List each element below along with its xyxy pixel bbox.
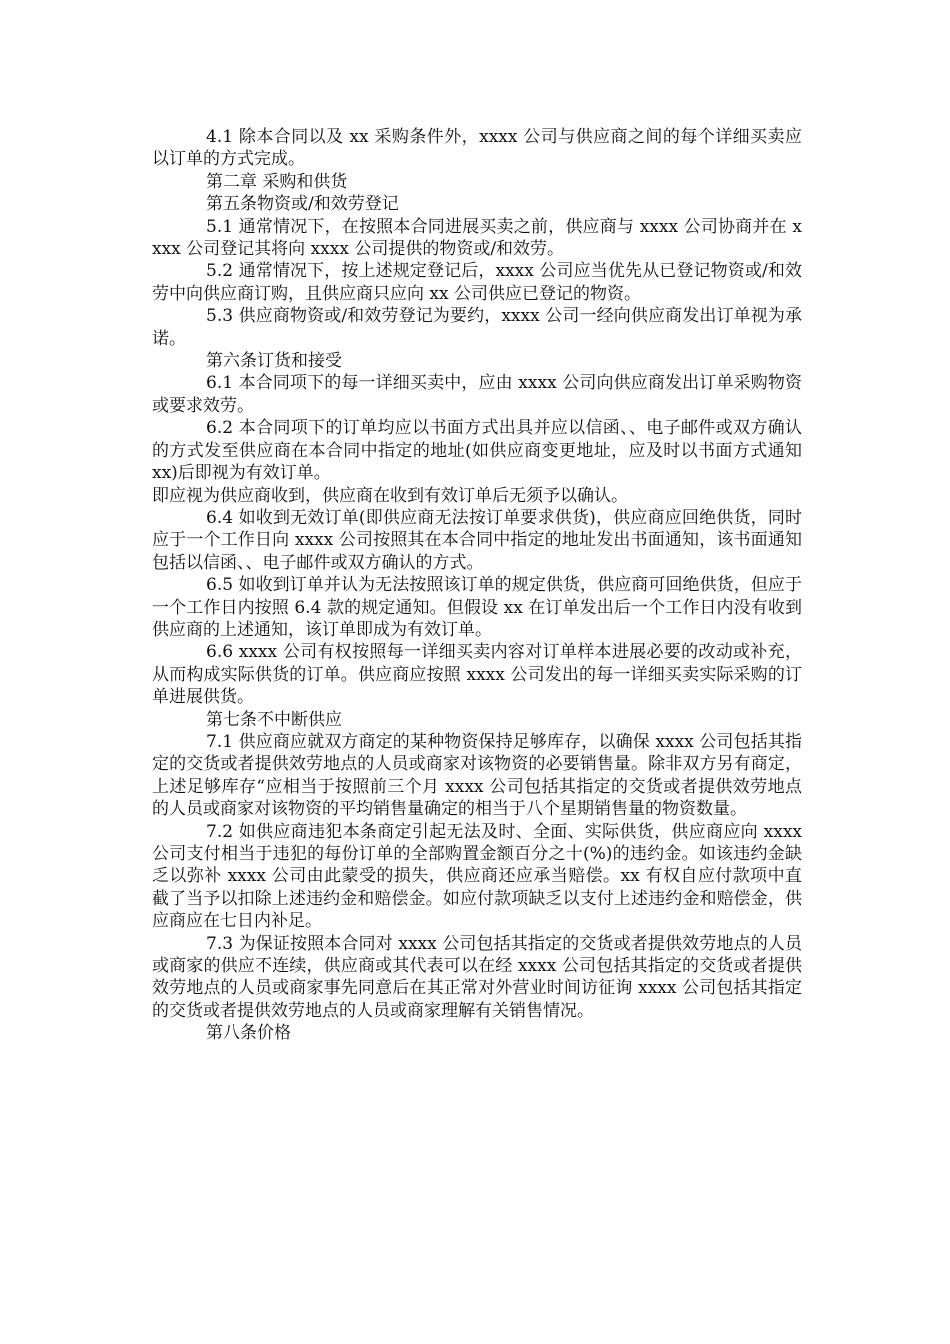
paragraph-5-2: 5.2 通常情况下，按上述规定登记后，xxxx 公司应当优先从已登记物资或/和效劳中向供应商订购，且供应商只应向 xx 公司供应已登记的物资。	[152, 261, 802, 304]
paragraph-4-1: 4.1 除本合同以及 xx 采购条件外，xxxx 公司与供应商之间的每个详细买卖应以订单的方式完成。	[152, 127, 802, 170]
document-body	[152, 126, 802, 1045]
paragraph-continuation: 即应视为供应商收到，供应商在收到有效订单后无须予以确认。	[152, 485, 628, 506]
paragraph-7-3: 7.3 为保证按照本合同对 xxxx 公司包括其指定的交货或者提供效劳地点的人员或商家的供应不连续，供应商或其代表可以在经 xxxx 公司包括其指定的交货或者提供效劳地点的人员或商家事先同意后在其正常对外营业时间访征询 xxxx 公司包括其指定的交货或者提供效劳地点的人员或商家理解有关销售情况。	[152, 933, 802, 1021]
article-heading-7: 第七条不中断供应	[206, 709, 342, 730]
paragraph-6-2: 6.2 本合同项下的订单均应以书面方式出具并应以信函、、电子邮件或双方确认的方式发至供应商在本合同中指定的地址(如供应商变更地址，应及时以书面方式通知 xx)后即视为有效订单。	[152, 418, 802, 484]
article-heading-6: 第六条订货和接受	[206, 351, 342, 372]
paragraph-7-1: 7.1 供应商应就双方商定的某种物资保持足够库存，以确保 xxxx 公司包括其指定的交货或者提供效劳地点的人员或商家对该物资的必要销售量。除非双方另有商定，上述足够库存“应相当于按照前三个月 xxxx 公司包括其指定的交货或者提供效劳地点的人员或商家对该物资的平均销售量确定的相当于八个星期销售量的物资数量。	[152, 731, 802, 820]
paragraph-7-2: 7.2 如供应商违犯本条商定引起无法及时、全面、实际供货，供应商应向 xxxx 公司支付相当于违犯的每份订单的全部购置金额百分之十(%)的违约金。如该违约金缺乏以弥补 xxxx 公司由此蒙受的损失，供应商还应承当赔偿。xx 有权自应付款项中直截了当予以扣除上述违约金和赔偿金。如应付款项缺乏以支付上述违约金和赔偿金，供应商应在七日内补足。	[152, 821, 802, 932]
paragraph-5-1: 5.1 通常情况下，在按照本合同进展买卖之前，供应商与 xxxx 公司协商并在 xxxx 公司登记其将向 xxxx 公司提供的物资或/和效劳。	[152, 216, 802, 260]
paragraph-6-4: 6.4 如收到无效订单(即供应商无法按订单要求供货)，供应商应回绝供货，同时应于一个工作日向 xxxx 公司按照其在本合同中指定的地址发出书面通知，该书面通知包括以信函、、电子邮件或双方确认的方式。	[152, 507, 802, 573]
article-heading-8: 第八条价格	[206, 1023, 291, 1044]
paragraph-5-3: 5.3 供应商物资或/和效劳登记为要约，xxxx 公司一经向供应商发出订单视为承诺。	[152, 306, 802, 349]
paragraph-6-6: 6.6 xxxx 公司有权按照每一详细买卖内容对订单样本进展必要的改动或补充，从而构成实际供货的订单。供应商应按照 xxxx 公司发出的每一详细买卖实际采购的订单进展供货。	[152, 642, 802, 708]
paragraph-6-1: 6.1 本合同项下的每一详细买卖中，应由 xxxx 公司向供应商发出订单采购物资或要求效劳。	[152, 373, 802, 416]
chapter-heading-2: 第二章 采购和供货	[206, 171, 348, 192]
paragraph-6-5: 6.5 如收到订单并认为无法按照该订单的规定供货，供应商可回绝供货，但应于一个工作日内按照 6.4 款的规定通知。但假设 xx 在订单发出后一个工作日内没有收到供应商的上述通知，该订单即成为有效订单。	[152, 575, 802, 640]
article-heading-5: 第五条物资或/和效劳登记	[206, 194, 399, 215]
